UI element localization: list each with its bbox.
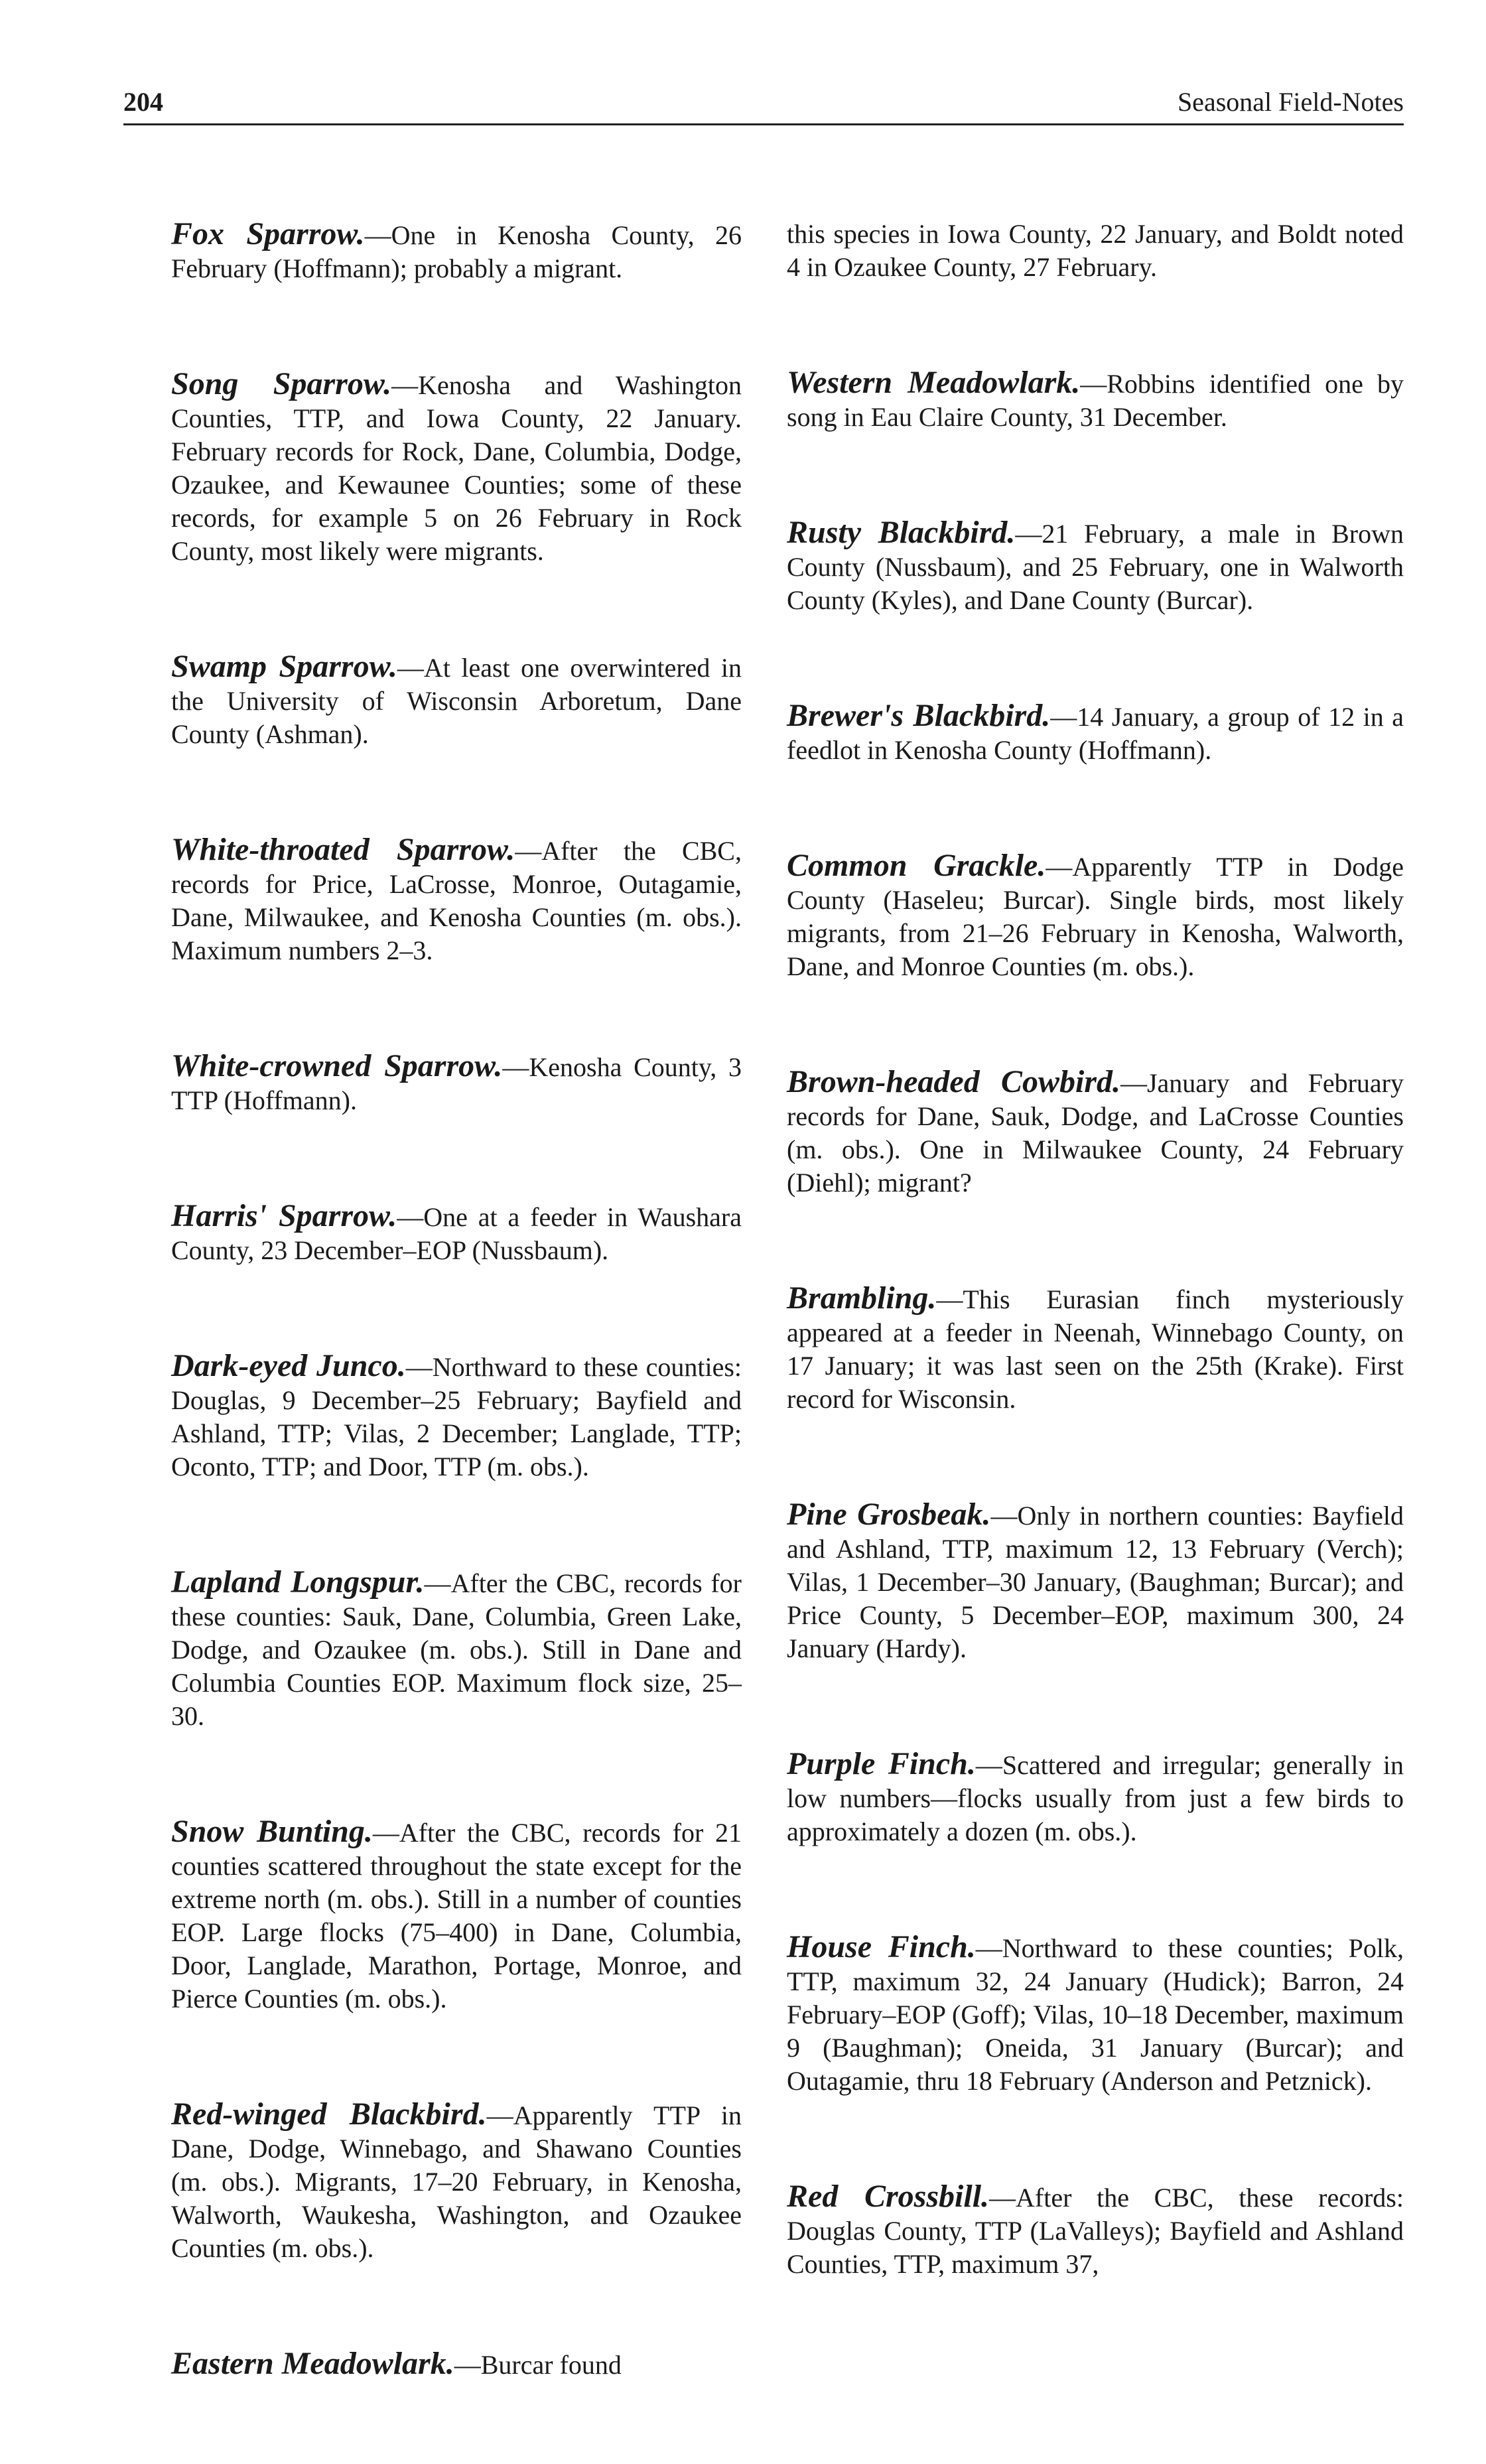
species-name: Song Sparrow. — [171, 366, 392, 401]
species-account — [171, 1050, 742, 1117]
species-name: Common Grackle. — [787, 848, 1046, 883]
species-name: Fox Sparrow. — [171, 216, 365, 251]
species-name: Western Meadowlark. — [787, 365, 1081, 400]
account-text: —Apparently TTP in Dodge County (Haseleu; Burcar). Single birds, most likely migrants, from 21–26 February in Kenosha, Walworth, Dane, and Monroe Counties (m. obs.). — [787, 852, 1404, 981]
species-account — [171, 1199, 742, 1267]
species-name: White-crowned Sparrow. — [171, 1048, 503, 1083]
species-account — [171, 1815, 742, 2016]
account-text: —After the CBC, these records: Douglas County, TTP (LaValleys); Bayfield and Ashland Counties, TTP, maximum 37, — [787, 2183, 1404, 2279]
account-text: —January and February records for Dane, Sauk, Dodge, and LaCrosse Counties (m. obs.). One in Milwaukee County, 24 February (Diehl); migrant? — [787, 1068, 1404, 1198]
species-name: Brown-headed Cowbird. — [787, 1064, 1120, 1099]
species-account — [787, 1747, 1404, 1848]
account-text: —Burcar found — [454, 2350, 622, 2380]
species-name: Snow Bunting. — [171, 1814, 373, 1849]
species-account — [787, 2180, 1404, 2281]
species-name: Pine Grosbeak. — [787, 1497, 991, 1532]
header-rule — [123, 123, 1404, 125]
account-text: —Kenosha County, 3 TTP (Hoffmann). — [171, 1052, 742, 1115]
species-name: Brambling. — [787, 1280, 937, 1316]
species-account — [171, 2098, 742, 2265]
species-account — [171, 833, 742, 967]
species-name: Purple Finch. — [787, 1746, 976, 1781]
running-title: Seasonal Field-Notes — [1177, 87, 1404, 117]
account-text: —At least one overwintered in the University of Wisconsin Arboretum, Dane County (Ashman). — [171, 653, 742, 749]
species-name: Harris' Sparrow. — [171, 1198, 397, 1233]
page-number: 204 — [123, 87, 163, 117]
left-column — [171, 218, 742, 2464]
species-name: Swamp Sparrow. — [171, 649, 397, 684]
account-text: —Scattered and irregular; generally in low numbers—flocks usually from just a few birds to approximately a dozen (m. obs.). — [787, 1750, 1404, 1846]
species-account — [787, 516, 1404, 617]
account-text: this species in Iowa County, 22 January, and Boldt noted 4 in Ozaukee County, 27 February. — [787, 219, 1404, 282]
species-account — [787, 218, 1404, 284]
account-text: —Only in northern counties: Bayfield and Ashland, TTP, maximum 12, 13 February (Verch); Vilas, 1 December–30 January, (Baughman; Burcar); and Price County, 5 December–EOP, maximum 300, 24 January (Hardy). — [787, 1501, 1404, 1663]
species-name: White-throated Sparrow. — [171, 832, 515, 867]
account-text: —Apparently TTP in Dane, Dodge, Winnebago, and Shawano Counties (m. obs.). Migrants, 17–20 February, in Kenosha, Walworth, Waukesha, Washington, and Ozaukee Counties (m. obs.). — [171, 2100, 742, 2263]
account-text: —One at a feeder in Waushara County, 23 December–EOP (Nussbaum). — [171, 1202, 742, 1265]
species-name: Lapland Longspur. — [171, 1564, 425, 1600]
species-account — [171, 1349, 742, 1483]
account-text: —After the CBC, records for Price, LaCrosse, Monroe, Outagamie, Dane, Milwaukee, and Kenosha Counties (m. obs.). Maximum numbers 2–3. — [171, 836, 742, 965]
species-account — [787, 849, 1404, 983]
species-account — [171, 368, 742, 568]
species-account — [171, 218, 742, 285]
species-account — [171, 1566, 742, 1733]
species-name: Rusty Blackbird. — [787, 515, 1016, 550]
account-text: —Northward to these counties; Polk, TTP, maximum 32, 24 January (Hudick); Barron, 24 February–EOP (Goff); Vilas, 10–18 December, maximum 9 (Baughman); Oneida, 31 January (Burcar); and Outagamie, thru 18 February (Anderson and Petznick). — [787, 1933, 1404, 2096]
account-text: —Kenosha and Washington Counties, TTP, and Iowa County, 22 January. February records for Rock, Dane, Columbia, Dodge, Ozaukee, and Kewaunee Counties; some of these records, for example 5 on 26 February in Rock County, most likely were migrants. — [171, 370, 742, 566]
species-name: Eastern Meadowlark. — [171, 2346, 454, 2381]
right-column — [787, 218, 1404, 2363]
account-text: —This Eurasian finch mysteriously appeared at a feeder in Neenah, Winnebago County, on 17 January; it was last seen on the 25th (Krake). First record for Wisconsin. — [787, 1284, 1404, 1414]
account-text: —One in Kenosha County, 26 February (Hoffmann); probably a migrant. — [171, 220, 742, 283]
species-name: Red Crossbill. — [787, 2179, 990, 2214]
account-text: —14 January, a group of 12 in a feedlot in Kenosha County (Hoffmann). — [787, 702, 1404, 765]
species-name: Dark-eyed Junco. — [171, 1348, 406, 1383]
species-account — [787, 1282, 1404, 1416]
species-name: Brewer's Blackbird. — [787, 698, 1051, 733]
species-account — [787, 1498, 1404, 1665]
page-header — [123, 80, 1404, 126]
species-name: Red-winged Blackbird. — [171, 2096, 487, 2132]
account-text: —After the CBC, records for 21 counties scattered throughout the state except for the extreme north (m. obs.). Still in a number of counties EOP. Large flocks (75–400) in Dane, Columbia, Door, Langlade, Marathon, Portage, Monroe, and Pierce Counties (m. obs.). — [171, 1818, 742, 2014]
species-account — [171, 2347, 742, 2382]
species-account — [171, 650, 742, 751]
account-text: —After the CBC, records for these counties: Sauk, Dane, Columbia, Green Lake, Dodge, and Ozaukee (m. obs.). Still in Dane and Columbia Counties EOP. Maximum flock size, 25–30. — [171, 1568, 742, 1731]
species-account — [787, 699, 1404, 767]
account-text: —21 February, a male in Brown County (Nussbaum), and 25 February, one in Walworth County (Kyles), and Dane County (Burcar). — [787, 519, 1404, 615]
account-text: —Northward to these counties: Douglas, 9 December–25 February; Bayfield and Ashland, TTP; Vilas, 2 December; Langlade, TTP; Oconto, TTP; and Door, TTP (m. obs.). — [171, 1352, 742, 1481]
species-account — [787, 366, 1404, 434]
account-text: —Robbins identified one by song in Eau Claire County, 31 December. — [787, 369, 1404, 432]
species-name: House Finch. — [787, 1929, 976, 1964]
species-account — [787, 1065, 1404, 1199]
species-account — [787, 1931, 1404, 2098]
